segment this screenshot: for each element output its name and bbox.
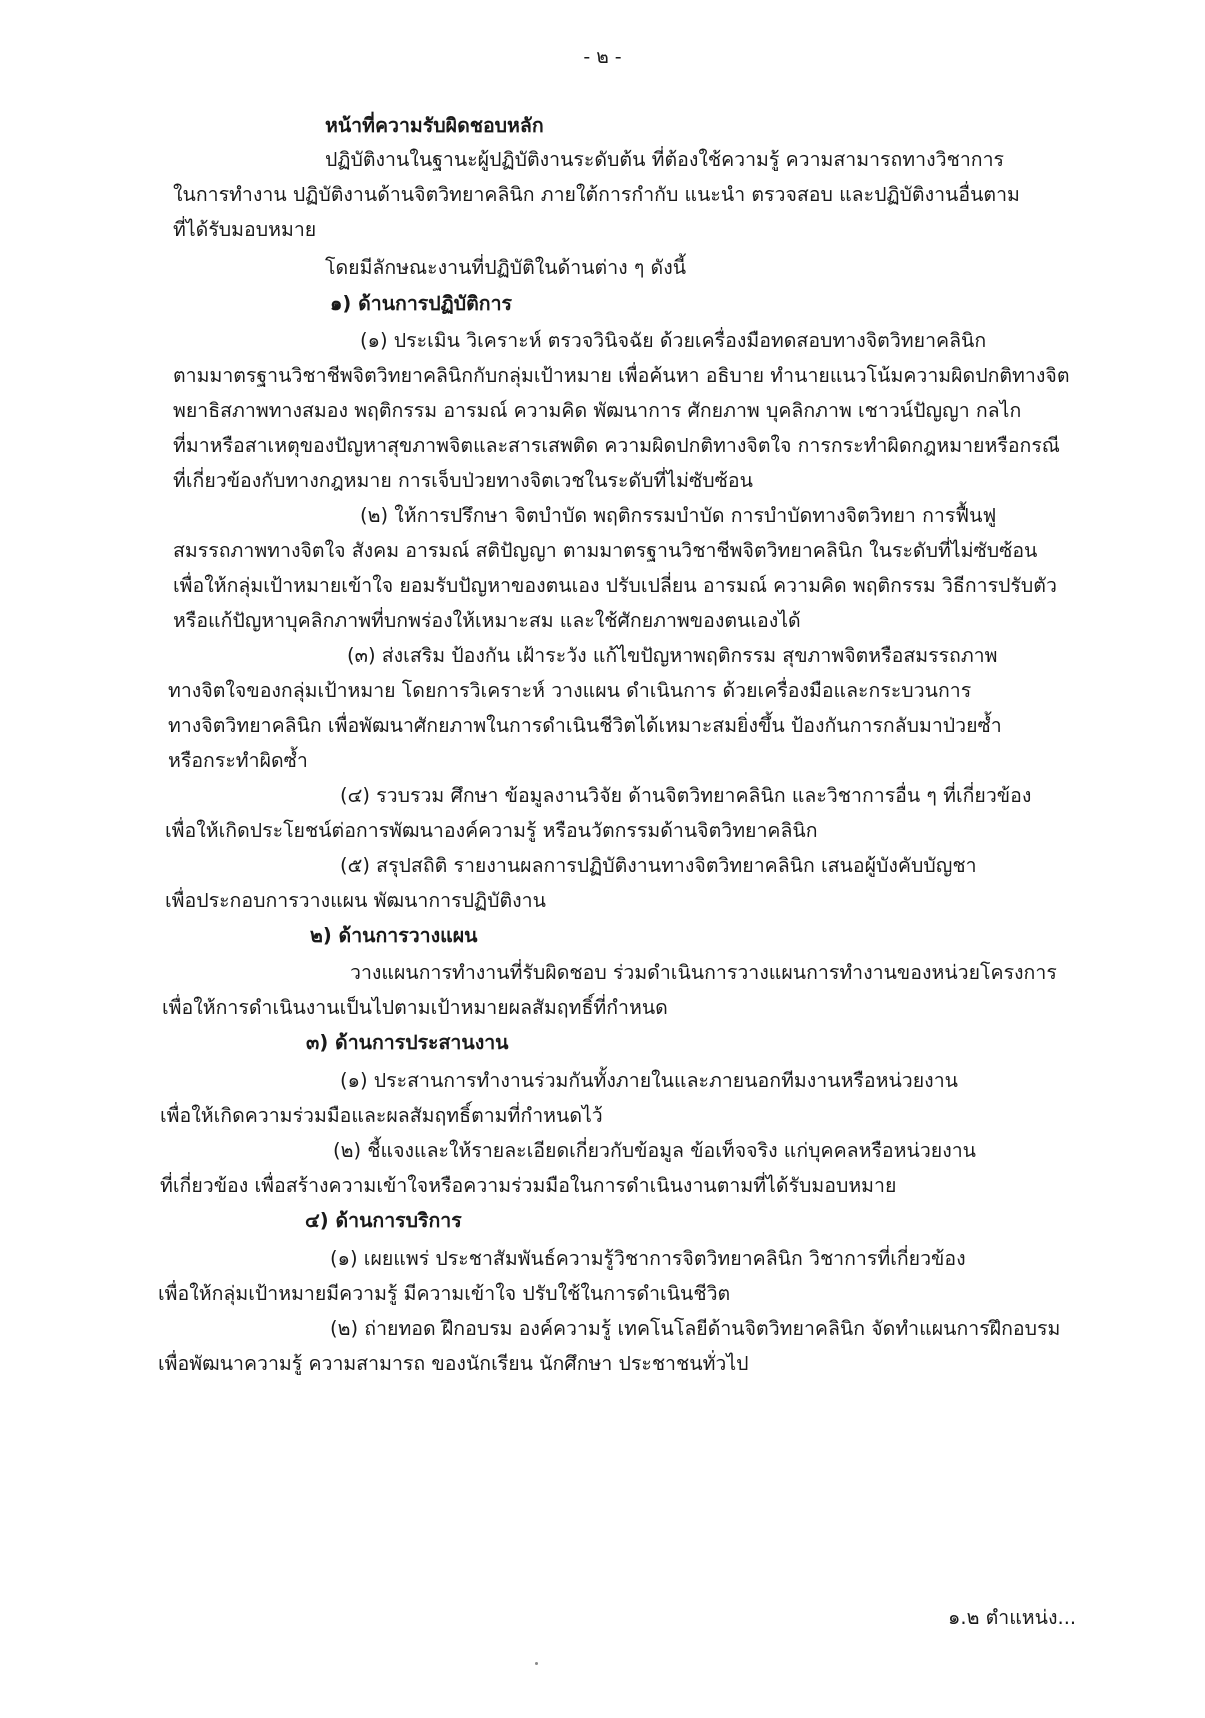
item-line: (๓) ส่งเสริม ป้องกัน เฝ้าระวัง แก้ไขปัญหาพฤติกรรม สุขภาพจิตหรือสมรรถภาพ <box>347 644 998 667</box>
item-line: เพื่อประกอบการวางแผน พัฒนาการปฏิบัติงาน <box>165 889 546 912</box>
intro-line: โดยมีลักษณะงานที่ปฏิบัติในด้านต่าง ๆ ดังนี้ <box>325 256 687 279</box>
item-line: เพื่อให้เกิดความร่วมมือและผลสัมฤทธิ์ตามที่กำหนดไว้ <box>160 1104 603 1127</box>
item-line: เพื่อให้กลุ่มเป้าหมายเข้าใจ ยอมรับปัญหาของตนเอง ปรับเปลี่ยน อารมณ์ ความคิด พฤติกรรม วิธีการปรับตัว <box>173 574 1057 597</box>
scan-speck <box>535 1662 538 1665</box>
item-line: ทางจิตใจของกลุ่มเป้าหมาย โดยการวิเคราะห์ วางแผน ดำเนินการ ด้วยเครื่องมือและกระบวนการ <box>168 679 972 702</box>
item-line: (๒) ถ่ายทอด ฝึกอบรม องค์ความรู้ เทคโนโลยีด้านจิตวิทยาคลินิก จัดทำแผนการฝึกอบรม <box>330 1317 1061 1340</box>
item-line: ที่เกี่ยวข้องกับทางกฎหมาย การเจ็บป่วยทางจิตเวชในระดับที่ไม่ซับซ้อน <box>173 469 753 492</box>
item-line: เพื่อให้เกิดประโยชน์ต่อการพัฒนาองค์ความรู้ หรือนวัตกรรมด้านจิตวิทยาคลินิก <box>165 819 818 842</box>
item-line: พยาธิสภาพทางสมอง พฤติกรรม อารมณ์ ความคิด พัฒนาการ ศักยภาพ บุคลิกภาพ เชาวน์ปัญญา กลไก <box>173 399 1022 422</box>
item-line: เพื่อพัฒนาความรู้ ความสามารถ ของนักเรียน นักศึกษา ประชาชนทั่วไป <box>158 1352 749 1375</box>
item-line: (๕) สรุปสถิติ รายงานผลการปฏิบัติงานทางจิตวิทยาคลินิก เสนอผู้บังคับบัญชา <box>340 854 977 877</box>
item-line: สมรรถภาพทางจิตใจ สังคม อารมณ์ สติปัญญา ตามมาตรฐานวิชาชีพจิตวิทยาคลินิก ในระดับที่ไม่ซับซ้อน <box>173 539 1038 562</box>
item-line: (๒) ชี้แจงและให้รายละเอียดเกี่ยวกับข้อมูล ข้อเท็จจริง แก่บุคคลหรือหน่วยงาน <box>333 1139 976 1162</box>
item-line: (๑) เผยแพร่ ประชาสัมพันธ์ความรู้วิชาการจิตวิทยาคลินิก วิชาการที่เกี่ยวข้อง <box>330 1247 966 1270</box>
item-line: ที่มาหรือสาเหตุของปัญหาสุขภาพจิตและสารเสพติด ความผิดปกติทางจิตใจ การกระทำผิดกฎหมายหรือกรณี <box>173 434 1060 457</box>
item-line: (๑) ประเมิน วิเคราะห์ ตรวจวินิจฉัย ด้วยเครื่องมือทดสอบทางจิตวิทยาคลินิก <box>360 329 987 352</box>
item-line: เพื่อให้การดำเนินงานเป็นไปตามเป้าหมายผลสัมฤทธิ์ที่กำหนด <box>162 996 668 1019</box>
item-line: ที่เกี่ยวข้อง เพื่อสร้างความเข้าใจหรือความร่วมมือในการดำเนินงานตามที่ได้รับมอบหมาย <box>160 1174 897 1197</box>
item-line: ทางจิตวิทยาคลินิก เพื่อพัฒนาศักยภาพในการดำเนินชีวิตได้เหมาะสมยิ่งขึ้น ป้องกันการกลับมาป่วยซ้ำ <box>168 714 1002 737</box>
item-line: (๑) ประสานการทำงานร่วมกันทั้งภายในและภายนอกทีมงานหรือหน่วยงาน <box>340 1069 958 1092</box>
section-title: ๒) ด้านการวางแผน <box>310 924 478 947</box>
intro-line: ปฏิบัติงานในฐานะผู้ปฏิบัติงานระดับต้น ที่ต้องใช้ความรู้ ความสามารถทางวิชาการ <box>325 148 1004 171</box>
item-line: ตามมาตรฐานวิชาชีพจิตวิทยาคลินิกกับกลุ่มเป้าหมาย เพื่อค้นหา อธิบาย ทำนายแนวโน้มความผิดปกติทางจิต <box>173 364 1070 387</box>
section-title: ๑) ด้านการปฏิบัติการ <box>330 292 512 315</box>
item-line: วางแผนการทำงานที่รับผิดชอบ ร่วมดำเนินการวางแผนการทำงานของหน่วยโครงการ <box>350 961 1057 984</box>
next-page-marker: ๑.๒ ตำแหน่ง... <box>948 1606 1077 1629</box>
section-title: ๓) ด้านการประสานงาน <box>306 1031 509 1054</box>
item-line: หรือกระทำผิดซ้ำ <box>168 749 308 772</box>
item-line: (๒) ให้การปรึกษา จิตบำบัด พฤติกรรมบำบัด การบำบัดทางจิตวิทยา การฟื้นฟู <box>360 504 997 527</box>
item-line: (๔) รวบรวม ศึกษา ข้อมูลงานวิจัย ด้านจิตวิทยาคลินิก และวิชาการอื่น ๆ ที่เกี่ยวข้อง <box>340 784 1032 807</box>
item-line: เพื่อให้กลุ่มเป้าหมายมีความรู้ มีความเข้าใจ ปรับใช้ในการดำเนินชีวิต <box>158 1282 731 1305</box>
section-title: ๔) ด้านการบริการ <box>305 1209 462 1232</box>
page-number: - ๒ - <box>583 46 622 68</box>
item-line: หรือแก้ปัญหาบุคลิกภาพที่บกพร่องให้เหมาะสม และใช้ศักยภาพของตนเองได้ <box>173 609 801 632</box>
heading: หน้าที่ความรับผิดชอบหลัก <box>325 114 544 137</box>
intro-line: ที่ได้รับมอบหมาย <box>173 218 317 241</box>
intro-line: ในการทำงาน ปฏิบัติงานด้านจิตวิทยาคลินิก ภายใต้การกำกับ แนะนำ ตรวจสอบ และปฏิบัติงานอื่นตาม <box>173 183 1020 206</box>
